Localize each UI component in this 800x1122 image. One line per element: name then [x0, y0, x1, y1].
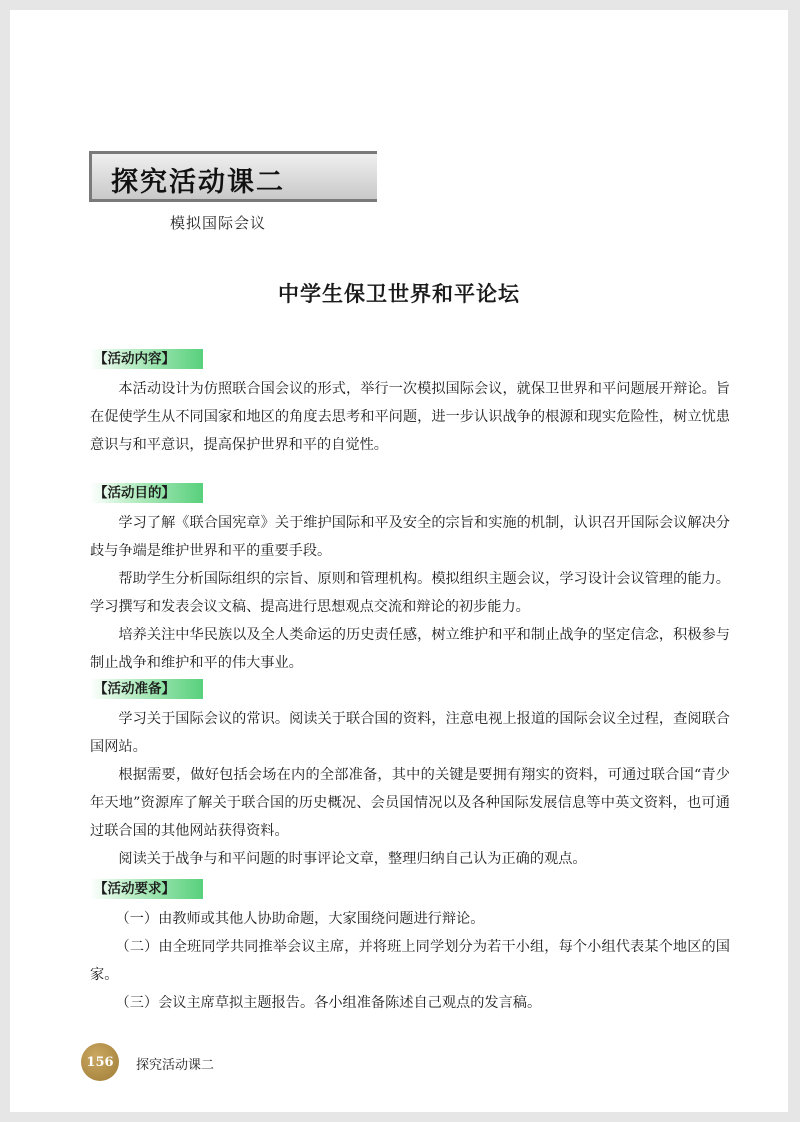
chapter-title-banner — [89, 151, 377, 202]
paragraph: 培养关注中华民族以及全人类命运的历史责任感，树立维护和平和制止战争的坚定信念，积极参与制止战争和维护和平的伟大事业。 — [90, 627, 730, 671]
section-heading: 【活动要求】 — [90, 879, 203, 899]
list-item: （二）由全班同学共同推举会议主席，并将班上同学划分为若干小组，每个小组代表某个地区的国家。 — [90, 939, 730, 983]
banner-left-border — [89, 154, 92, 199]
chapter-subtitle: 模拟国际会议 — [170, 214, 267, 232]
section-activity-requirements — [90, 878, 730, 1017]
list-item: （一）由教师或其他人协助命题，大家围绕问题进行辩论。 — [115, 911, 485, 927]
page-number-badge: 156 — [81, 1043, 119, 1081]
paragraph: 本活动设计为仿照联合国会议的形式，举行一次模拟国际会议，就保卫世界和平问题展开辩论。旨在促使学生从不同国家和地区的角度去思考和平问题，进一步认识战争的根源和现实危险性，树立忧患意识与和平意识，提高保护世界和平的自觉性。 — [90, 381, 730, 453]
main-heading: 中学生保卫世界和平论坛 — [278, 282, 520, 306]
section-heading: 【活动目的】 — [90, 483, 203, 503]
section-heading: 【活动内容】 — [90, 349, 203, 369]
paragraph: 根据需要，做好包括会场在内的全部准备，其中的关键是要拥有翔实的资料，可通过联合国“青少年天地”资源库了解关于联合国的历史概况、会员国情况以及各种国际发展信息等中英文资料，也可通过联合国的其他网站获得资料。 — [90, 767, 730, 839]
chapter-title: 探究活动课二 — [111, 167, 285, 198]
paragraph: 学习关于国际会议的常识。阅读关于联合国的资料，注意电视上报道的国际会议全过程，查阅联合国网站。 — [90, 711, 730, 755]
textbook-page — [10, 10, 788, 1112]
paragraph: 学习了解《联合国宪章》关于维护国际和平及安全的宗旨和实施的机制，认识召开国际会议解决分歧与争端是维护世界和平的重要手段。 — [90, 515, 730, 559]
section-heading: 【活动准备】 — [90, 679, 203, 699]
list-item: （三）会议主席草拟主题报告。各小组准备陈述自己观点的发言稿。 — [115, 995, 542, 1011]
paragraph: 帮助学生分析国际组织的宗旨、原则和管理机构。模拟组织主题会议，学习设计会议管理的能力。学习撰写和发表会议文稿、提高进行思想观点交流和辩论的初步能力。 — [90, 571, 730, 615]
section-activity-purpose — [90, 482, 730, 677]
running-title: 探究活动课二 — [136, 1058, 215, 1073]
section-activity-content — [90, 348, 730, 459]
section-activity-preparation — [90, 678, 730, 873]
paragraph: 阅读关于战争与和平问题的时事评论文章，整理归纳自己认为正确的观点。 — [118, 851, 587, 867]
